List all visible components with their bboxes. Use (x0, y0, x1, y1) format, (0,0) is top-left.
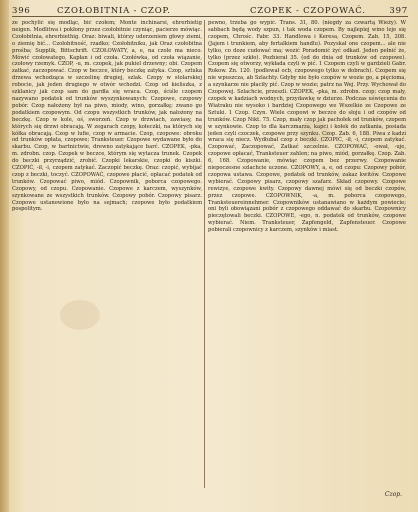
column-divider (204, 20, 205, 488)
left-page-number: 396 (12, 6, 31, 16)
left-column-text: ze pochylić się modląc, bić czołem; Monte inchinarsi, ehrerbietig neigen. Modlitwa i pokłony przez czołobitnie czyniąc, pacierze mówiąc. Czołobitnia, ehrerbiethig. Oraz: biwali, którzy uderzeniem głowy ziemi, o ziemię bić... Czołobitność, rzadko; Czołobitniku, jak Oraz czołobitna prośba; Supplik, Bittschrift. CZOŁOWATY, a, e, na czole ma nieco. Mówić czołowatego, Kapłan i od czoła. Czołówka, od czoła wiązanie, czołowy rzemyk. CZOP, -u, m. czopek, jak pukiel drzewny; obi. Czopem zatkać, zaczopować. Czop w beczce, który beczkę zatyka. Czop, sztuka drzewa wchodząca w szczelinę drugiej, szlak. Czopy w stolarskiej robocie, jak jeden drugiego w otwór wchodzi. Czop od kieliszka, z szklanicy jak czop sam do gardła się wraca. Czop, ściśle czopem nazywano podatek od trunków wyszynkowanych: Czopowe, czopowy pobór. Czop nałożony był na piwo, miody, wino, gorzałkę; zwano go podatkiem czopowym. Od czopu wszystkich trunków, jak nałożony na beczkę. Czop w kole, oś, sworzeń. Czop w drzwiach, zawiasy, na których się drzwi obracają. W zegarach czopy, kołeczki, na których się kółka obracają. Czop w lufie, czop w armacie. Czop, czopowe: obroku od trunków opłata, czopowe; Tranksteuer. Czopowe wydawane było do skarbu. Czop, w bartnictwie, drewno zatykające barć. CZOPEK, -pka, m. zdrobn. czop. Czopek w beczce, którym się wytacza trunek. Czopek do beczki przyrządzić, zrobić. Czopki lekarskie, czopki do kiszki. CZOPIĆ, -ił, -i, czopem zatykać. Zaczopić beczkę. Oraz: czopić, wybijać czop z beczki, toczyć. CZOPOWAĆ, czopowe płacić, opłacać podatek od trunków. Czopować piwo, miód. Czopownik, poborca czopowego. Czopowy, od czopu. Czopowanie. Czopowe z karczem, wyszynków, szynkowane ze wszystkich trunków. Czopowy pobór. Czopowy pisarz. Czopowe ustanowione było na sejmach; czopowe było podatkiem pospolitym. (12, 20, 202, 213)
left-running-title: CZOŁOBITNIA - CZOP. (57, 6, 171, 16)
right-running-title: CZOPEK - CZOPOWAĆ. (250, 6, 366, 16)
left-text-column (12, 20, 202, 488)
paper-stain (300, 120, 330, 144)
right-text-column (208, 20, 406, 488)
header-rule (12, 16, 408, 17)
book-spine (0, 0, 9, 512)
right-page-number: 397 (389, 6, 408, 16)
catchword: Czop. (384, 491, 402, 498)
right-column-text: pewno, trzeba go wypić. Trans. 31, 80. (niegdy za czwartą Wieży). W sabbach będą wody szpun, i tak woda czopem. By najlepiej wino leje się czopem, Chrośc. Fabr. 33. Handlowa i Keresa, Czopem. Zab. 15, 208. (Jajem i trunkiem, aby fertalkiem handlu). Pozyskał one czopem... ale nie tylko, co doze cudować ma; wozić Poradomić żyć odkad. Jeden pełnić że, tylko (przez szkło). Pozbierał 35. (od do dnia od trunków od czopowe). Czopem się otworzy, wykłada czyli w pić. 1 Czopem czyli w gardzieli Gabr. Rokow. Zn. 120. (podlewał ocb, czopowego tylko w dobrach). Czopem się nie wpuszcza, ab Szlachty. Gdyby nie było czopów w wozie go, a pięcioma, a szynkarze nie płaciły pić. Czop w wozie; patrz na Wej. Przy. Wychował do Czopowej. Szlachcie, przeszli. CZOPEK, -pka, m. zdrobn. czop; czop mały, czopek w kadziach wodnych, przydawkę w dziurze. Podczas uświęcenia do Wiatraku nie wysoko i bardziej Czopowego we Wszelkie ze Czopowe ze Sztuki. 1 Czop. Czyn. Wiele czopowi w beczce do słoju i od czopów od trunków. Czop Nikt. 75. Czop, mały czop jak pachołek od trunków, czopem w szynkowie. Czop to dla karczmarza, kapci i kołek do zatkania, posiada jeden czyli czoczek, czopowe przy szynku. Czop. Zab. 6, 188. Piwa z kadzi wraca się niecz. Wydłubał czop z beczki. CZOPIĆ, -ił, -i, czopem zatykać. Czopować, Zaczopować, Zatkać szczelnie. CZOPOWAĆ, -ował, -uje, czopowe opłacać, Tranksteuer zahlen; na piwo, miód, gorzałkę. Czop. Zab. 6, 168. Czopowanie, mówiąc czopem bez przerwy. Czopowanie niepoczesne szlachcie uczone. CZOPOWY, a, e, od czopu: Czopowy pobór, czopowa ustawa. Czopowe, podatek od trunków, zakaz kwitów. Czopowe wybierać. Czopowy pisarz, czopowy szafarz. Skład czopowy. Czopowe rewizye, czopowe kwity. Czopowy dawnej mówi się od beczki czopów, przez czopowe. CZOPOWNIK, -a, m. poborca czopowego, Tranksteuereinnehmer. Czopowników ustanawiano w każdym powiecie; oni byli obowiązani pobór z czopowego oddawać do skarbu. Czopownicy pieczętowali beczki. CZOPOWE, -ego, n. podatek od trunków, czopowe wybierać. Niem. Tranksteuer, Zapfengeld, Zapfensteuer. Czopowe pobierali czopownicy z karczem, szynków i miast. (208, 20, 406, 234)
paper-stain (60, 300, 100, 330)
